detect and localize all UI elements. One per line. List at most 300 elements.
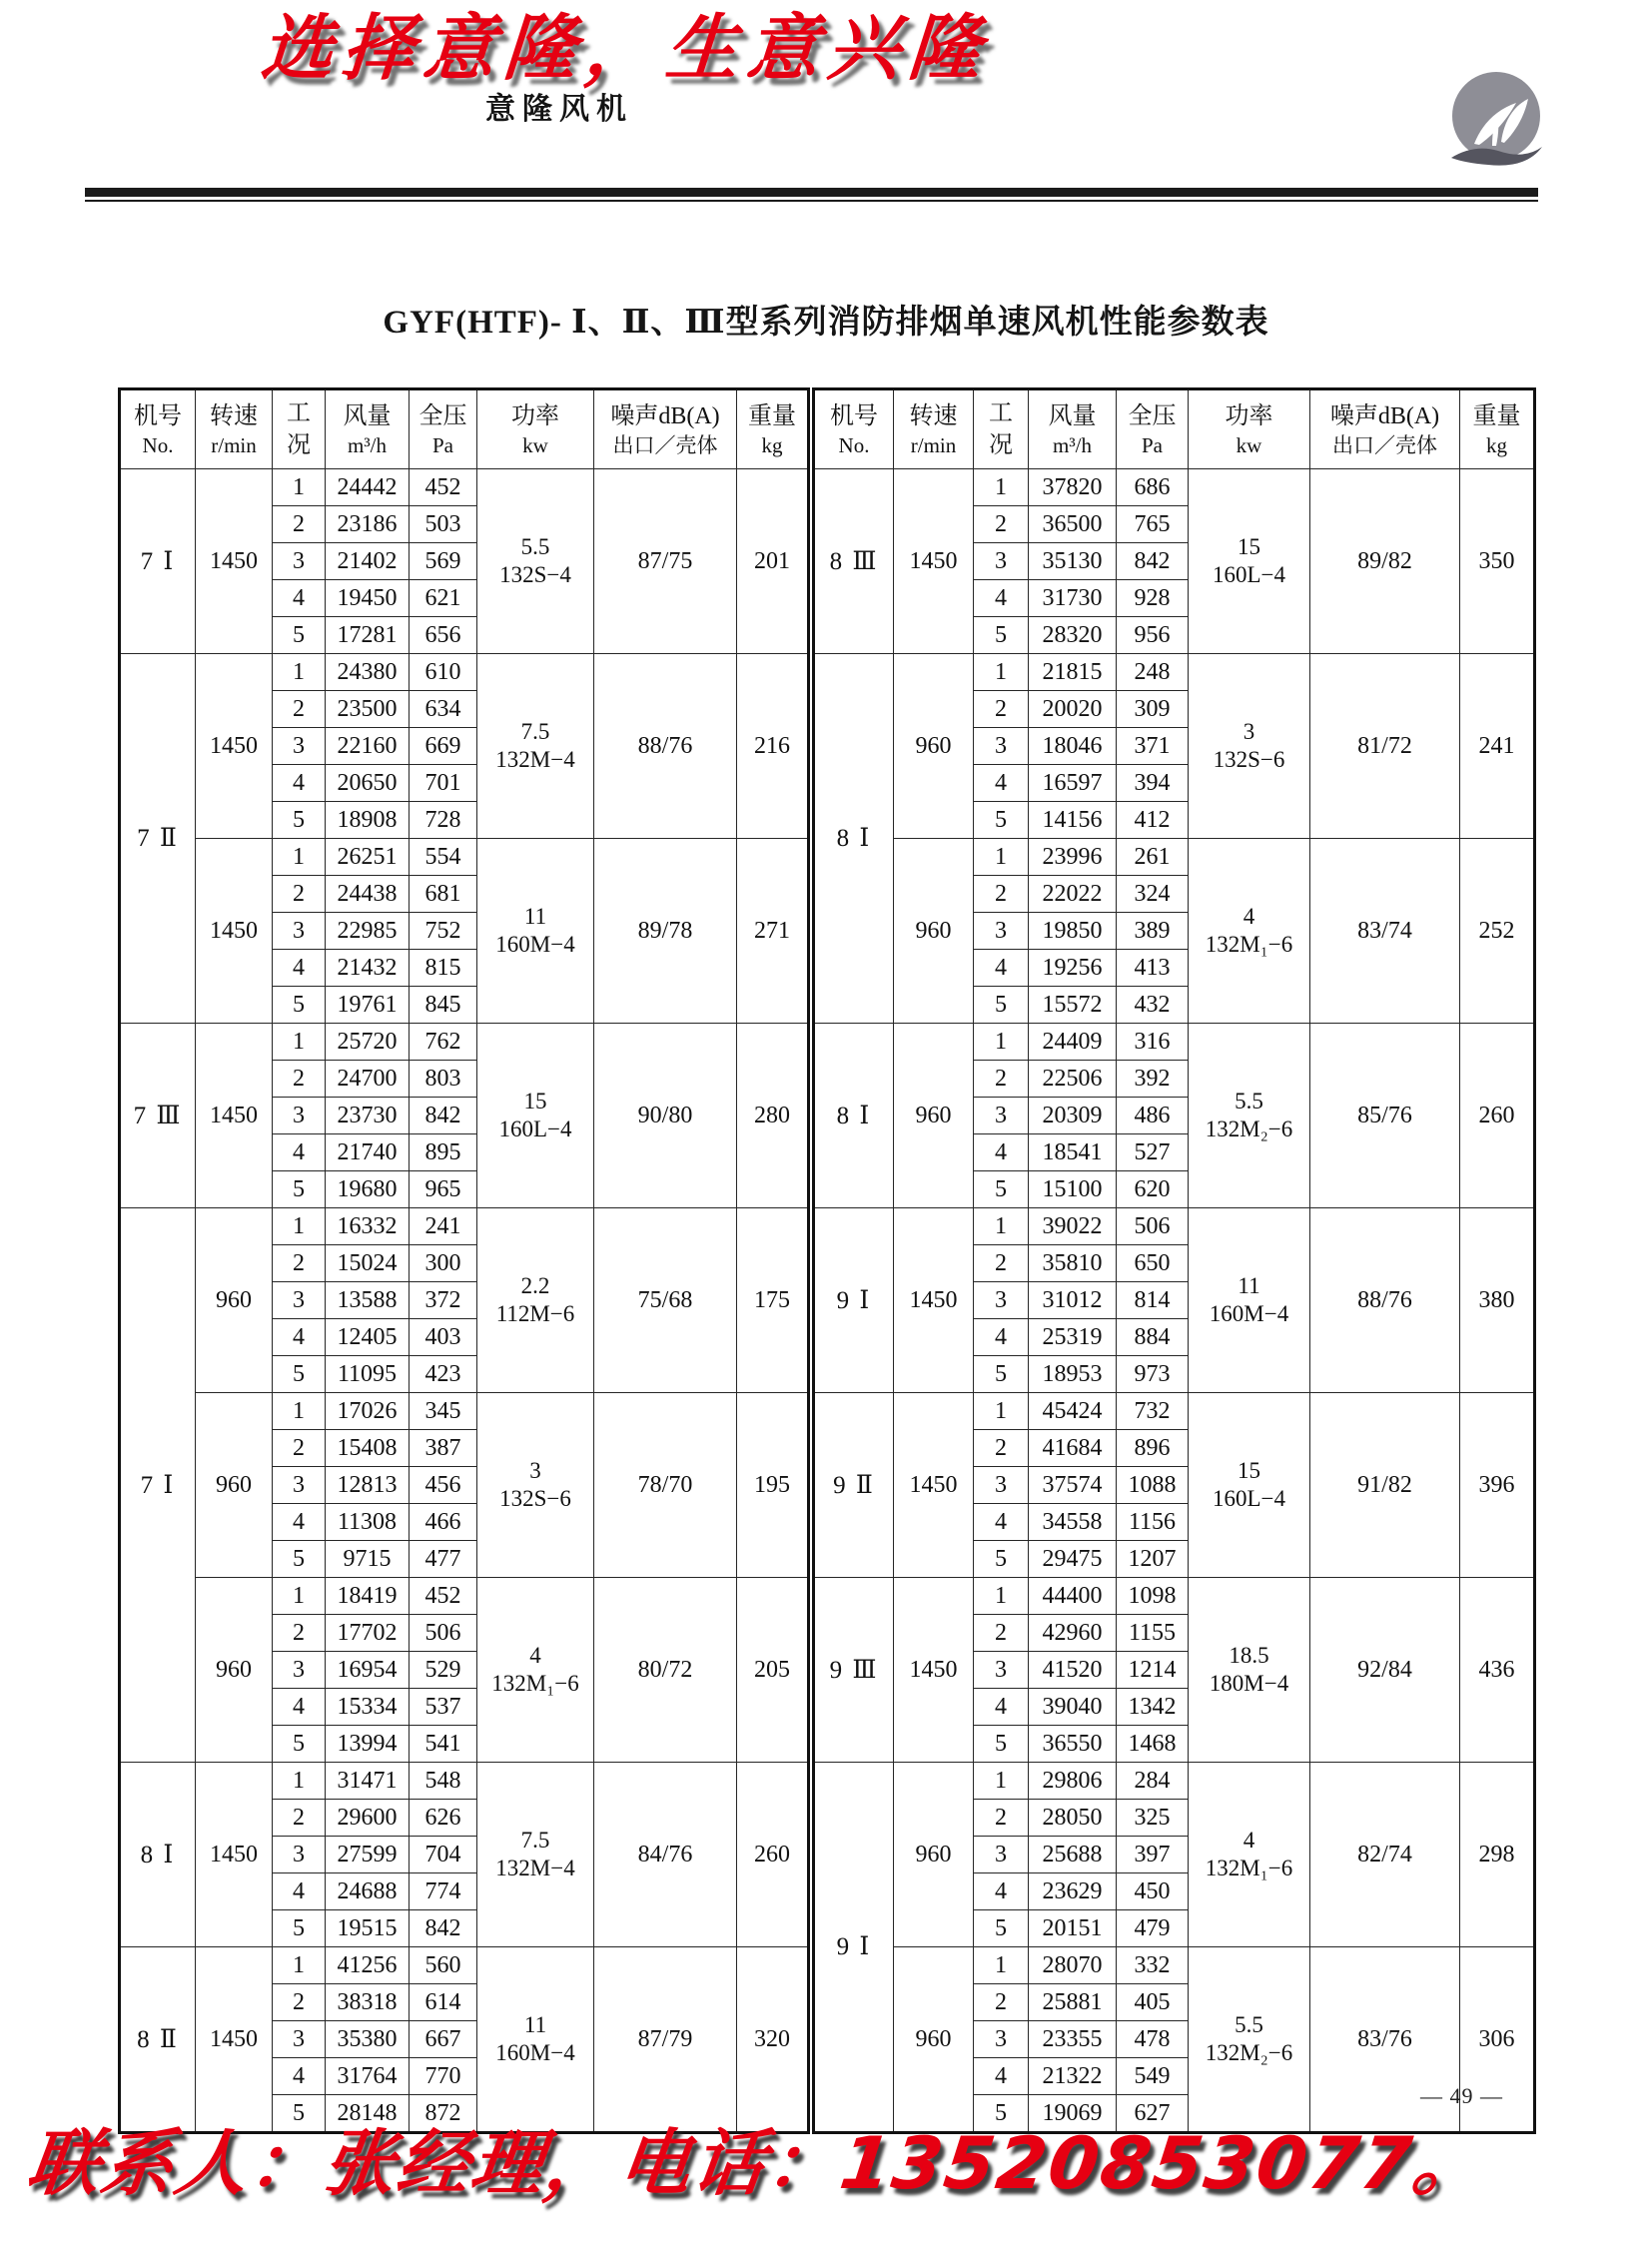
condition-cell: 5	[974, 1910, 1029, 1947]
airflow-cell: 25881	[1029, 1984, 1117, 2021]
machine-no-cell: 7 Ⅰ	[120, 1208, 196, 1763]
airflow-cell: 25688	[1029, 1837, 1117, 1873]
column-header-5: 功率 kw	[1189, 389, 1310, 469]
table-row	[814, 1393, 1535, 1430]
noise-cell: 81/72	[1310, 654, 1460, 839]
pressure-cell: 387	[410, 1430, 477, 1467]
airflow-cell: 11308	[326, 1504, 410, 1541]
pressure-cell: 1088	[1117, 1467, 1189, 1504]
table-row	[120, 1578, 809, 1615]
condition-cell: 3	[974, 1837, 1029, 1873]
machine-no-cell: 8 Ⅰ	[120, 1763, 196, 1947]
pressure-cell: 452	[410, 469, 477, 506]
column-header-2: 工 况	[273, 389, 326, 469]
weight-cell: 241	[1460, 654, 1535, 839]
airflow-cell: 15024	[326, 1245, 410, 1282]
airflow-cell: 24442	[326, 469, 410, 506]
condition-cell: 3	[273, 728, 326, 765]
condition-cell: 1	[974, 1578, 1029, 1615]
pressure-cell: 614	[410, 1984, 477, 2021]
pressure-cell: 765	[1117, 506, 1189, 543]
pressure-cell: 704	[410, 1837, 477, 1873]
airflow-cell: 21815	[1029, 654, 1117, 691]
column-header-3: 风量 m³/h	[1029, 389, 1117, 469]
power-cell: 15 160L−4	[1189, 469, 1310, 654]
airflow-cell: 28070	[1029, 1947, 1117, 1984]
airflow-cell: 39022	[1029, 1208, 1117, 1245]
weight-cell: 271	[737, 839, 809, 1024]
airflow-cell: 29600	[326, 1800, 410, 1837]
pressure-cell: 845	[410, 987, 477, 1024]
condition-cell: 4	[974, 765, 1029, 802]
page-number: — 49 —	[1420, 2083, 1503, 2108]
machine-no-cell: 9 Ⅱ	[814, 1393, 894, 1578]
header-row	[814, 389, 1535, 469]
pressure-cell: 506	[1117, 1208, 1189, 1245]
table-row	[814, 1208, 1535, 1245]
airflow-cell: 14156	[1029, 802, 1117, 839]
condition-cell: 1	[974, 1024, 1029, 1061]
condition-cell: 5	[273, 987, 326, 1024]
noise-cell: 83/76	[1310, 1947, 1460, 2133]
pressure-cell: 1155	[1117, 1615, 1189, 1652]
condition-cell: 5	[273, 802, 326, 839]
pressure-cell: 423	[410, 1356, 477, 1393]
condition-cell: 5	[273, 1726, 326, 1763]
pressure-cell: 412	[1117, 802, 1189, 839]
power-cell: 11 160M−4	[477, 1947, 594, 2133]
condition-cell: 4	[273, 765, 326, 802]
noise-cell: 83/74	[1310, 839, 1460, 1024]
table-row	[120, 839, 809, 876]
airflow-cell: 31764	[326, 2058, 410, 2095]
power-cell: 4 132M₁−6	[477, 1578, 594, 1763]
condition-cell: 3	[273, 1467, 326, 1504]
power-cell: 2.2 112M−6	[477, 1208, 594, 1393]
noise-cell: 91/82	[1310, 1393, 1460, 1578]
airflow-cell: 22506	[1029, 1061, 1117, 1098]
pressure-cell: 732	[1117, 1393, 1189, 1430]
noise-cell: 78/70	[594, 1393, 737, 1578]
condition-cell: 3	[974, 2021, 1029, 2058]
condition-cell: 4	[273, 2058, 326, 2095]
speed-cell: 1450	[196, 1947, 273, 2133]
airflow-cell: 15100	[1029, 1171, 1117, 1208]
weight-cell: 306	[1460, 1947, 1535, 2133]
airflow-cell: 19450	[326, 580, 410, 617]
noise-cell: 87/79	[594, 1947, 737, 2133]
pressure-cell: 965	[410, 1171, 477, 1208]
page-title: GYF(HTF)- Ⅰ、Ⅱ、Ⅲ型系列消防排烟单速风机性能参数表	[383, 305, 1269, 341]
condition-cell: 5	[974, 1356, 1029, 1393]
airflow-cell: 35810	[1029, 1245, 1117, 1282]
header-divider	[85, 188, 1538, 202]
table-row	[120, 1763, 809, 1800]
condition-cell: 4	[273, 1134, 326, 1171]
speed-cell: 1450	[894, 1208, 974, 1393]
airflow-cell: 23186	[326, 506, 410, 543]
airflow-cell: 13588	[326, 1282, 410, 1319]
column-header-7: 重量 kg	[1460, 389, 1535, 469]
column-header-4: 全压 Pa	[410, 389, 477, 469]
condition-cell: 2	[273, 1430, 326, 1467]
pressure-cell: 1098	[1117, 1578, 1189, 1615]
pressure-cell: 895	[410, 1134, 477, 1171]
airflow-cell: 17702	[326, 1615, 410, 1652]
airflow-cell: 15408	[326, 1430, 410, 1467]
pressure-cell: 656	[410, 617, 477, 654]
brand-name: 意隆风机	[485, 93, 633, 126]
weight-cell: 350	[1460, 469, 1535, 654]
airflow-cell: 18419	[326, 1578, 410, 1615]
speed-cell: 1450	[196, 1024, 273, 1208]
airflow-cell: 23355	[1029, 2021, 1117, 2058]
speed-cell: 960	[196, 1208, 273, 1393]
condition-cell: 4	[974, 1873, 1029, 1910]
condition-cell: 3	[273, 1652, 326, 1689]
pressure-cell: 549	[1117, 2058, 1189, 2095]
pressure-cell: 1156	[1117, 1504, 1189, 1541]
pressure-cell: 842	[410, 1098, 477, 1134]
airflow-cell: 36550	[1029, 1726, 1117, 1763]
pressure-cell: 669	[410, 728, 477, 765]
airflow-cell: 22022	[1029, 876, 1117, 913]
airflow-cell: 19069	[1029, 2095, 1117, 2133]
speed-cell: 1450	[196, 839, 273, 1024]
airflow-cell: 23996	[1029, 839, 1117, 876]
speed-cell: 1450	[196, 469, 273, 654]
airflow-cell: 22160	[326, 728, 410, 765]
condition-cell: 1	[273, 469, 326, 506]
power-cell: 7.5 132M−4	[477, 1763, 594, 1947]
slogan-banner: 选择意隆，生意兴隆	[258, 6, 993, 90]
condition-cell: 5	[273, 1541, 326, 1578]
condition-cell: 3	[974, 543, 1029, 580]
condition-cell: 1	[273, 1947, 326, 1984]
condition-cell: 2	[974, 1615, 1029, 1652]
pressure-cell: 486	[1117, 1098, 1189, 1134]
airflow-cell: 24700	[326, 1061, 410, 1098]
weight-cell: 195	[737, 1393, 809, 1578]
condition-cell: 1	[974, 1947, 1029, 1984]
machine-no-cell: 8 Ⅰ	[814, 654, 894, 1024]
pressure-cell: 842	[1117, 543, 1189, 580]
condition-cell: 3	[974, 1467, 1029, 1504]
condition-cell: 4	[974, 1689, 1029, 1726]
airflow-cell: 24688	[326, 1873, 410, 1910]
airflow-cell: 37574	[1029, 1467, 1117, 1504]
speed-cell: 960	[894, 839, 974, 1024]
table-row	[814, 1763, 1535, 1800]
pressure-cell: 884	[1117, 1319, 1189, 1356]
airflow-cell: 20309	[1029, 1098, 1117, 1134]
condition-cell: 4	[273, 1873, 326, 1910]
airflow-cell: 24409	[1029, 1024, 1117, 1061]
machine-no-cell: 9 Ⅲ	[814, 1578, 894, 1763]
airflow-cell: 17281	[326, 617, 410, 654]
condition-cell: 1	[974, 1208, 1029, 1245]
condition-cell: 4	[273, 1319, 326, 1356]
pressure-cell: 973	[1117, 1356, 1189, 1393]
pressure-cell: 394	[1117, 765, 1189, 802]
column-header-1: 转速 r/min	[894, 389, 974, 469]
airflow-cell: 28050	[1029, 1800, 1117, 1837]
condition-cell: 2	[273, 876, 326, 913]
condition-cell: 3	[273, 1282, 326, 1319]
weight-cell: 252	[1460, 839, 1535, 1024]
table-row	[814, 1024, 1535, 1061]
airflow-cell: 19256	[1029, 950, 1117, 987]
pressure-cell: 450	[1117, 1873, 1189, 1910]
pressure-cell: 621	[410, 580, 477, 617]
pressure-cell: 774	[410, 1873, 477, 1910]
airflow-cell: 16954	[326, 1652, 410, 1689]
power-cell: 4 132M₁−6	[1189, 839, 1310, 1024]
airflow-cell: 21740	[326, 1134, 410, 1171]
condition-cell: 4	[974, 950, 1029, 987]
pressure-cell: 803	[410, 1061, 477, 1098]
power-cell: 15 160L−4	[1189, 1393, 1310, 1578]
pressure-cell: 479	[1117, 1910, 1189, 1947]
condition-cell: 2	[974, 1245, 1029, 1282]
condition-cell: 5	[273, 2095, 326, 2133]
pressure-cell: 309	[1117, 691, 1189, 728]
power-cell: 11 160M−4	[1189, 1208, 1310, 1393]
pressure-cell: 872	[410, 2095, 477, 2133]
column-header-7: 重量 kg	[737, 389, 809, 469]
pressure-cell: 397	[1117, 1837, 1189, 1873]
pressure-cell: 389	[1117, 913, 1189, 950]
noise-cell: 90/80	[594, 1024, 737, 1208]
condition-cell: 1	[273, 1763, 326, 1800]
airflow-cell: 19515	[326, 1910, 410, 1947]
pressure-cell: 815	[410, 950, 477, 987]
weight-cell: 280	[737, 1024, 809, 1208]
airflow-cell: 16332	[326, 1208, 410, 1245]
condition-cell: 4	[974, 580, 1029, 617]
noise-cell: 88/76	[594, 654, 737, 839]
table-row	[814, 1578, 1535, 1615]
weight-cell: 396	[1460, 1393, 1535, 1578]
airflow-cell: 42960	[1029, 1615, 1117, 1652]
speed-cell: 1450	[894, 1578, 974, 1763]
condition-cell: 4	[974, 2058, 1029, 2095]
column-header-5: 功率 kw	[477, 389, 594, 469]
contact-banner: 联系人：张经理，电话：13520853077。	[22, 2121, 1492, 2205]
pressure-cell: 701	[410, 765, 477, 802]
condition-cell: 1	[273, 654, 326, 691]
condition-cell: 1	[974, 1763, 1029, 1800]
column-header-1: 转速 r/min	[196, 389, 273, 469]
condition-cell: 3	[273, 543, 326, 580]
pressure-cell: 626	[410, 1800, 477, 1837]
weight-cell: 380	[1460, 1208, 1535, 1393]
table-row	[814, 654, 1535, 691]
airflow-cell: 29475	[1029, 1541, 1117, 1578]
power-cell: 5.5 132M₂−6	[1189, 1024, 1310, 1208]
pressure-cell: 456	[410, 1467, 477, 1504]
condition-cell: 3	[974, 728, 1029, 765]
power-cell: 5.5 132S−4	[477, 469, 594, 654]
speed-cell: 960	[894, 1024, 974, 1208]
noise-cell: 75/68	[594, 1208, 737, 1393]
condition-cell: 2	[974, 1800, 1029, 1837]
pressure-cell: 316	[1117, 1024, 1189, 1061]
airflow-cell: 21432	[326, 950, 410, 987]
machine-no-cell: 7 Ⅲ	[120, 1024, 196, 1208]
airflow-cell: 31471	[326, 1763, 410, 1800]
weight-cell: 260	[1460, 1024, 1535, 1208]
pressure-cell: 248	[1117, 654, 1189, 691]
noise-cell: 89/82	[1310, 469, 1460, 654]
weight-cell: 436	[1460, 1578, 1535, 1763]
airflow-cell: 23500	[326, 691, 410, 728]
pressure-cell: 560	[410, 1947, 477, 1984]
table-row	[814, 469, 1535, 506]
condition-cell: 2	[974, 1061, 1029, 1098]
airflow-cell: 21402	[326, 543, 410, 580]
airflow-cell: 23629	[1029, 1873, 1117, 1910]
column-header-6: 噪声dB(A) 出口／壳体	[594, 389, 737, 469]
airflow-cell: 31730	[1029, 580, 1117, 617]
pressure-cell: 1214	[1117, 1652, 1189, 1689]
pressure-cell: 667	[410, 2021, 477, 2058]
condition-cell: 1	[273, 1578, 326, 1615]
airflow-cell: 27599	[326, 1837, 410, 1873]
condition-cell: 5	[974, 1541, 1029, 1578]
table-row	[120, 654, 809, 691]
airflow-cell: 19850	[1029, 913, 1117, 950]
condition-cell: 1	[273, 839, 326, 876]
pressure-cell: 372	[410, 1282, 477, 1319]
airflow-cell: 20020	[1029, 691, 1117, 728]
airflow-cell: 29806	[1029, 1763, 1117, 1800]
condition-cell: 2	[974, 506, 1029, 543]
speed-cell: 960	[196, 1393, 273, 1578]
weight-cell: 298	[1460, 1763, 1535, 1947]
condition-cell: 5	[974, 802, 1029, 839]
pressure-cell: 537	[410, 1689, 477, 1726]
airflow-cell: 18541	[1029, 1134, 1117, 1171]
pressure-cell: 541	[410, 1726, 477, 1763]
pressure-cell: 762	[410, 1024, 477, 1061]
noise-cell: 84/76	[594, 1763, 737, 1947]
power-cell: 7.5 132M−4	[477, 654, 594, 839]
leaf-wave-logo-icon	[1446, 66, 1546, 189]
table-row	[120, 469, 809, 506]
noise-cell: 87/75	[594, 469, 737, 654]
condition-cell: 5	[273, 1910, 326, 1947]
airflow-cell: 23730	[326, 1098, 410, 1134]
pressure-cell: 634	[410, 691, 477, 728]
condition-cell: 4	[273, 1689, 326, 1726]
pressure-cell: 814	[1117, 1282, 1189, 1319]
column-header-2: 工 况	[974, 389, 1029, 469]
airflow-cell: 18046	[1029, 728, 1117, 765]
airflow-cell: 9715	[326, 1541, 410, 1578]
pressure-cell: 554	[410, 839, 477, 876]
pressure-cell: 928	[1117, 580, 1189, 617]
fan-spec-table-left	[118, 387, 810, 2134]
condition-cell: 5	[974, 1171, 1029, 1208]
pressure-cell: 478	[1117, 2021, 1189, 2058]
power-cell: 15 160L−4	[477, 1024, 594, 1208]
airflow-cell: 21322	[1029, 2058, 1117, 2095]
condition-cell: 1	[974, 654, 1029, 691]
airflow-cell: 12813	[326, 1467, 410, 1504]
airflow-cell: 12405	[326, 1319, 410, 1356]
condition-cell: 2	[273, 1245, 326, 1282]
speed-cell: 1450	[894, 469, 974, 654]
speed-cell: 1450	[196, 654, 273, 839]
pressure-cell: 1342	[1117, 1689, 1189, 1726]
speed-cell: 960	[894, 1947, 974, 2133]
pressure-cell: 392	[1117, 1061, 1189, 1098]
power-cell: 5.5 132M₂−6	[1189, 1947, 1310, 2133]
pressure-cell: 896	[1117, 1430, 1189, 1467]
condition-cell: 2	[974, 691, 1029, 728]
condition-cell: 4	[974, 1319, 1029, 1356]
airflow-cell: 18953	[1029, 1356, 1117, 1393]
pressure-cell: 371	[1117, 728, 1189, 765]
fan-spec-table-right	[812, 387, 1536, 2134]
pressure-cell: 452	[410, 1578, 477, 1615]
condition-cell: 3	[273, 913, 326, 950]
table-row	[120, 1947, 809, 1984]
table-row	[814, 839, 1535, 876]
pressure-cell: 1207	[1117, 1541, 1189, 1578]
pressure-cell: 261	[1117, 839, 1189, 876]
header-row	[120, 389, 809, 469]
pressure-cell: 681	[410, 876, 477, 913]
airflow-cell: 35380	[326, 2021, 410, 2058]
airflow-cell: 11095	[326, 1356, 410, 1393]
machine-no-cell: 7 Ⅰ	[120, 469, 196, 654]
pressure-cell: 325	[1117, 1800, 1189, 1837]
noise-cell: 89/78	[594, 839, 737, 1024]
airflow-cell: 28148	[326, 2095, 410, 2133]
airflow-cell: 13994	[326, 1726, 410, 1763]
condition-cell: 5	[974, 2095, 1029, 2133]
speed-cell: 1450	[196, 1763, 273, 1947]
noise-cell: 88/76	[1310, 1208, 1460, 1393]
machine-no-cell: 8 Ⅲ	[814, 469, 894, 654]
pressure-cell: 332	[1117, 1947, 1189, 1984]
airflow-cell: 28320	[1029, 617, 1117, 654]
airflow-cell: 44400	[1029, 1578, 1117, 1615]
column-header-6: 噪声dB(A) 出口／壳体	[1310, 389, 1460, 469]
airflow-cell: 18908	[326, 802, 410, 839]
pressure-cell: 548	[410, 1763, 477, 1800]
pressure-cell: 620	[1117, 1171, 1189, 1208]
table-row	[120, 1393, 809, 1430]
condition-cell: 2	[273, 1061, 326, 1098]
condition-cell: 1	[974, 469, 1029, 506]
airflow-cell: 20151	[1029, 1910, 1117, 1947]
table-row	[120, 1024, 809, 1061]
condition-cell: 3	[974, 1652, 1029, 1689]
condition-cell: 5	[273, 1356, 326, 1393]
condition-cell: 5	[974, 1726, 1029, 1763]
condition-cell: 5	[273, 617, 326, 654]
pressure-cell: 842	[410, 1910, 477, 1947]
power-cell: 4 132M₁−6	[1189, 1763, 1310, 1947]
pressure-cell: 610	[410, 654, 477, 691]
pressure-cell: 770	[410, 2058, 477, 2095]
pressure-cell: 413	[1117, 950, 1189, 987]
condition-cell: 5	[974, 987, 1029, 1024]
column-header-4: 全压 Pa	[1117, 389, 1189, 469]
